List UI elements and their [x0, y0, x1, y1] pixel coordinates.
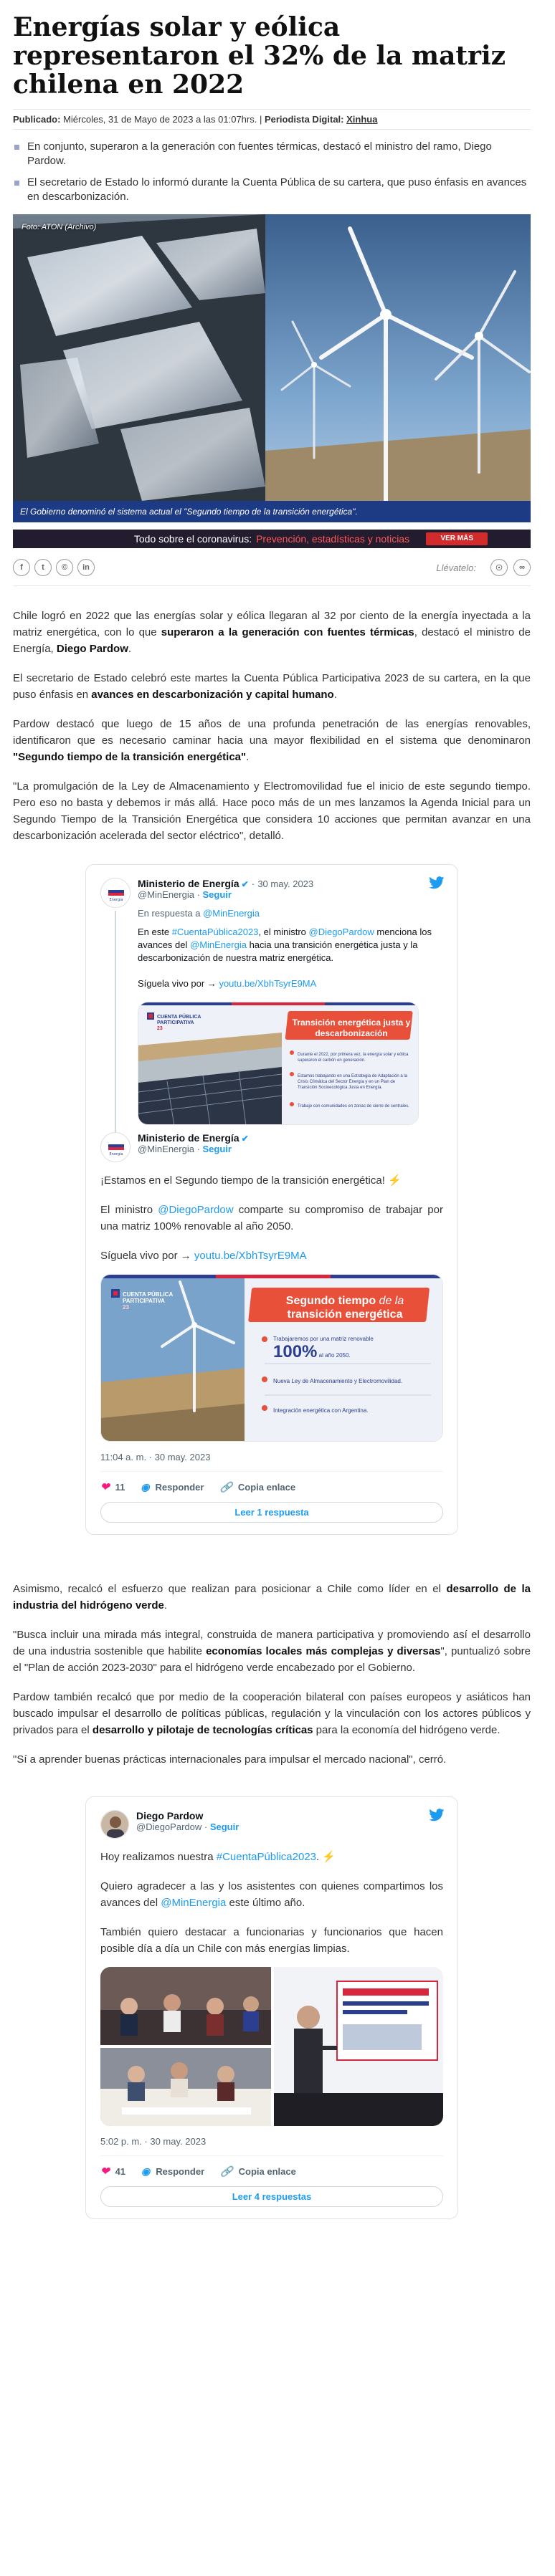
tweet-actions	[100, 1472, 443, 1502]
paragraph: "La promulgación de la Ley de Almacenamiento y Electromovilidad fue el inicio de este segundo tiempo. Pero eso no basta y debemos ir más allá. Hace poco más de un mes lanzamos la Agenda Inicial para un Segundo Tiempo de la Transición Energética que considera 10 acciones que permitan avanzar en una descarbonización acelerada del sector eléctrico", detalló.	[13, 780, 531, 842]
tweet-author: Ministerio de Energía ✔ · 30 may. 2023	[138, 878, 314, 889]
like-button[interactable]: ❤ 11	[100, 1481, 125, 1493]
tweet-media-card[interactable]	[100, 1274, 443, 1442]
paragraph: El secretario de Estado celebró este martes la Cuenta Pública Participativa 2023 de su cartera, en la que puso énfasis en avances en descarbonización y capital humano.	[13, 672, 531, 701]
corona-highlight: Prevención, estadísticas y noticias	[256, 533, 410, 545]
paragraph: "Sí a aprender buenas prácticas internacionales para impulsar el mercado nacional", cerró.	[13, 1753, 447, 1766]
meta-label: Publicado:	[13, 114, 61, 125]
tweet-header	[100, 1132, 443, 1162]
avatar[interactable]	[100, 1132, 131, 1162]
link-icon[interactable]: ∞	[513, 559, 531, 576]
link-icon: 🔗	[219, 1480, 232, 1493]
tweet-author: Ministerio de Energía ✔	[138, 1132, 249, 1144]
tweet-author: Diego Pardow	[136, 1810, 204, 1821]
article-title: Energías solar y eólica representaron el 32% de la matriz chilena en 2022	[13, 12, 506, 100]
svg-text:Energía: Energía	[109, 898, 123, 902]
paragraph: Pardow también recalcó que por medio de la cooperación bilateral con países europeos y asiáticos han buscado impulsar el desarrollo de políticas públicas, regulación y la vinculación con los actores públicos y privados para el desarrollo y pilotaje de tecnologías críticas para la economía del hidrógeno verde.	[13, 1691, 531, 1736]
card-item: Estamos trabajando en una Estrategia de Adaptación a la Crisis Climática del Sector Energía y en un Plan de Transición Socioecológica Justa en Energía.	[298, 1074, 408, 1090]
corona-cta-button[interactable]: VER MÁS	[426, 532, 488, 545]
video-link[interactable]: youtu.be/XbhTsyrE9MA	[219, 978, 317, 989]
divider	[13, 585, 531, 586]
tweet-handle: @MinEnergia · Seguir	[138, 889, 232, 900]
read-replies-button[interactable]: Leer 1 respuesta	[100, 1502, 443, 1523]
reply-icon: ◉	[141, 1480, 150, 1493]
copy-icon[interactable]: ©	[56, 559, 73, 576]
paragraph: Chile logró en 2022 que las energías solar y eólica llegaran al 32 por ciento de la energía inyectada a la matriz energética, con lo que superaron a la generación con fuentes térmicas, destacó el ministro de Energía, Diego Pardow.	[13, 610, 531, 655]
card-headline: Segundo tiempo de la transición energética	[285, 1295, 404, 1321]
share-row	[13, 557, 531, 578]
card-brand-mid: PARTICIPATIVA	[123, 1298, 165, 1304]
article-body	[13, 608, 531, 2219]
hashtag-link[interactable]: #CuentaPública2023	[171, 927, 259, 937]
verified-icon: ✔	[241, 1134, 249, 1144]
coronavirus-banner[interactable]	[13, 530, 531, 548]
meta-author-label: Periodista Digital:	[264, 114, 344, 125]
tweet-actions	[100, 2156, 443, 2186]
reply-button[interactable]: ◉ Responder	[141, 2165, 205, 2177]
tweet-handle: @MinEnergia · Seguir	[138, 1144, 232, 1154]
corona-lead: Todo sobre el coronavirus:	[133, 533, 252, 545]
save-icon[interactable]: ☉	[490, 559, 508, 576]
summary-bullet: El secretario de Estado lo informó durante la Cuenta Pública de su cartera, que puso énfasis en avances en descarbonización.	[13, 176, 531, 204]
mention-link[interactable]: @MinEnergia	[161, 1897, 227, 1909]
article-meta	[13, 109, 531, 130]
verified-icon: ✔	[241, 879, 249, 889]
thread-line	[100, 908, 131, 1132]
tweet-text: Hoy realizamos nuestra #CuentaPública2023. ⚡ Quiero agradecer a las y los asistentes con quienes compartimos los avances del @MinEnergia este último año. También quiero destacar a funcionarias y funcionarios que hacen posible día a día un Chile con más energías limpias.	[100, 1851, 443, 1955]
mention-link[interactable]: @DiegoPardow	[308, 927, 374, 937]
heart-icon: ❤	[100, 1481, 110, 1493]
quoted-tweet-header	[100, 878, 443, 908]
tweet-text: ¡Estamos en el Segundo tiempo de la transición energética! ⚡ El ministro @DiegoPardow comparte su compromiso de trabajar por una matriz 100% renovable al año 2050. Síguela vivo por → youtu.be/XbhTsyrE9MA	[100, 1174, 443, 1262]
summary-bullet: En conjunto, superaron a la generación con fuentes térmicas, destacó el ministro del ramo, Diego Pardow.	[13, 140, 531, 168]
card-brand-num: 23	[157, 1026, 163, 1031]
follow-link[interactable]: Seguir	[202, 889, 232, 900]
card-brand-num: 23	[123, 1304, 129, 1311]
svg-text:Energía: Energía	[109, 1152, 123, 1157]
video-link[interactable]: youtu.be/XbhTsyrE9MA	[194, 1250, 307, 1262]
hero-image	[13, 214, 531, 522]
embedded-tweet[interactable]	[85, 1796, 458, 2219]
meta-date: Miércoles, 31 de Mayo de 2023 a las 01:07hrs.	[63, 114, 257, 125]
avatar[interactable]	[100, 1810, 129, 1839]
card-item: Trabajo con comunidades en zonas de cierre de centrales.	[298, 1104, 409, 1109]
embedded-tweet[interactable]	[85, 864, 458, 1535]
tweet-timestamp[interactable]: 11:04 a. m. · 30 may. 2023	[100, 1452, 443, 1472]
heart-icon: ❤	[100, 2165, 110, 2178]
thread-body	[100, 908, 443, 1132]
card-item: Integración energética con Argentina.	[273, 1407, 369, 1414]
card-headline: Transición energética justa y descarbonización	[292, 1018, 411, 1038]
copy-link-button[interactable]: 🔗 Copia enlace	[220, 2165, 296, 2177]
card-brand-top: CUENTA PÚBLICA	[157, 1015, 201, 1020]
card-item: Durante el 2022, por primera vez, la energía solar y eólica superaron el carbón en generación.	[298, 1053, 409, 1063]
paragraph: "Busca incluir una mirada más integral, construida de manera participativa y promoviendo así el desarrollo de una industria sostenible que habilite economías locales más complejas y diversas", puntualizó sobre el "Plan de acción 2023-2030" para el hidrógeno verde encabezado por el Gobierno.	[13, 1629, 531, 1674]
mention-link[interactable]: @MinEnergia	[190, 939, 247, 950]
mention-link[interactable]: @DiegoPardow	[158, 1204, 234, 1216]
tweet-timestamp[interactable]: 5:02 p. m. · 30 may. 2023	[100, 2136, 443, 2156]
tweet-photo-grid[interactable]	[100, 1967, 443, 2126]
avatar[interactable]	[100, 878, 131, 908]
read-replies-button[interactable]: Leer 4 respuestas	[100, 2186, 443, 2207]
summary-bullets	[13, 140, 531, 204]
reply-context: En respuesta a @MinEnergia	[138, 908, 260, 919]
hero-caption: El Gobierno denominó el sistema actual el "Segundo tiempo de la transición energética".	[13, 501, 531, 522]
reply-icon: ◉	[141, 2165, 151, 2177]
twitter-icon[interactable]: t	[34, 559, 52, 576]
card-brand-top: CUENTA PÚBLICA	[123, 1291, 174, 1298]
quoted-tweet-text: En este #CuentaPública2023, el ministro @DiegoPardow menciona los avances del @MinEnergia hacia una transición energética justa y la descarbonización de nuestra matriz energética. Síguela vivo por → youtu.be/XbhTsyrE9MA	[138, 927, 432, 989]
hero-photo	[13, 214, 531, 522]
meta-author-link[interactable]: Xinhua	[346, 114, 378, 125]
follow-link[interactable]: Seguir	[209, 1821, 239, 1832]
linkedin-icon[interactable]: in	[77, 559, 95, 576]
tweet-handle: @DiegoPardow · Seguir	[136, 1821, 239, 1832]
twitter-bird-icon[interactable]	[429, 876, 445, 889]
takeaway-label: Llévatelo:	[436, 562, 476, 573]
card-item: Trabajaremos por una matriz renovable 100% al año 2050.	[273, 1336, 374, 1361]
mention-link[interactable]: @MinEnergia	[203, 908, 260, 919]
reply-button[interactable]: ◉ Responder	[141, 1480, 204, 1493]
meta-separator: |	[257, 114, 265, 125]
paragraph: Pardow destacó que luego de 15 años de una profunda penetración de las energías renovables, identificaron que es necesario caminar hacia una mayor flexibilidad en el sistema que denominaron "Segundo tiempo de la transición energética".	[13, 718, 531, 763]
link-icon: 🔗	[220, 2165, 233, 2177]
photo-credit: Foto: ATON (Archivo)	[22, 223, 97, 231]
card-item: Nueva Ley de Almacenamiento y Electromovilidad.	[273, 1378, 403, 1384]
twitter-bird-icon[interactable]	[429, 1809, 445, 1821]
card-brand-mid: PARTICIPATIVA	[157, 1020, 194, 1025]
facebook-icon[interactable]: f	[13, 559, 30, 576]
like-button[interactable]: ❤ 41	[100, 2165, 126, 2178]
follow-link[interactable]: Seguir	[202, 1144, 232, 1154]
tweet-header	[100, 1810, 443, 1839]
copy-link-button[interactable]: 🔗 Copia enlace	[219, 1480, 296, 1493]
hashtag-link[interactable]: #CuentaPública2023	[216, 1851, 317, 1863]
paragraph: Asimismo, recalcó el esfuerzo que realizan para posicionar a Chile como líder en el desarrollo de la industria del hidrógeno verde.	[13, 1583, 531, 1612]
quoted-media-card[interactable]	[138, 1002, 419, 1125]
